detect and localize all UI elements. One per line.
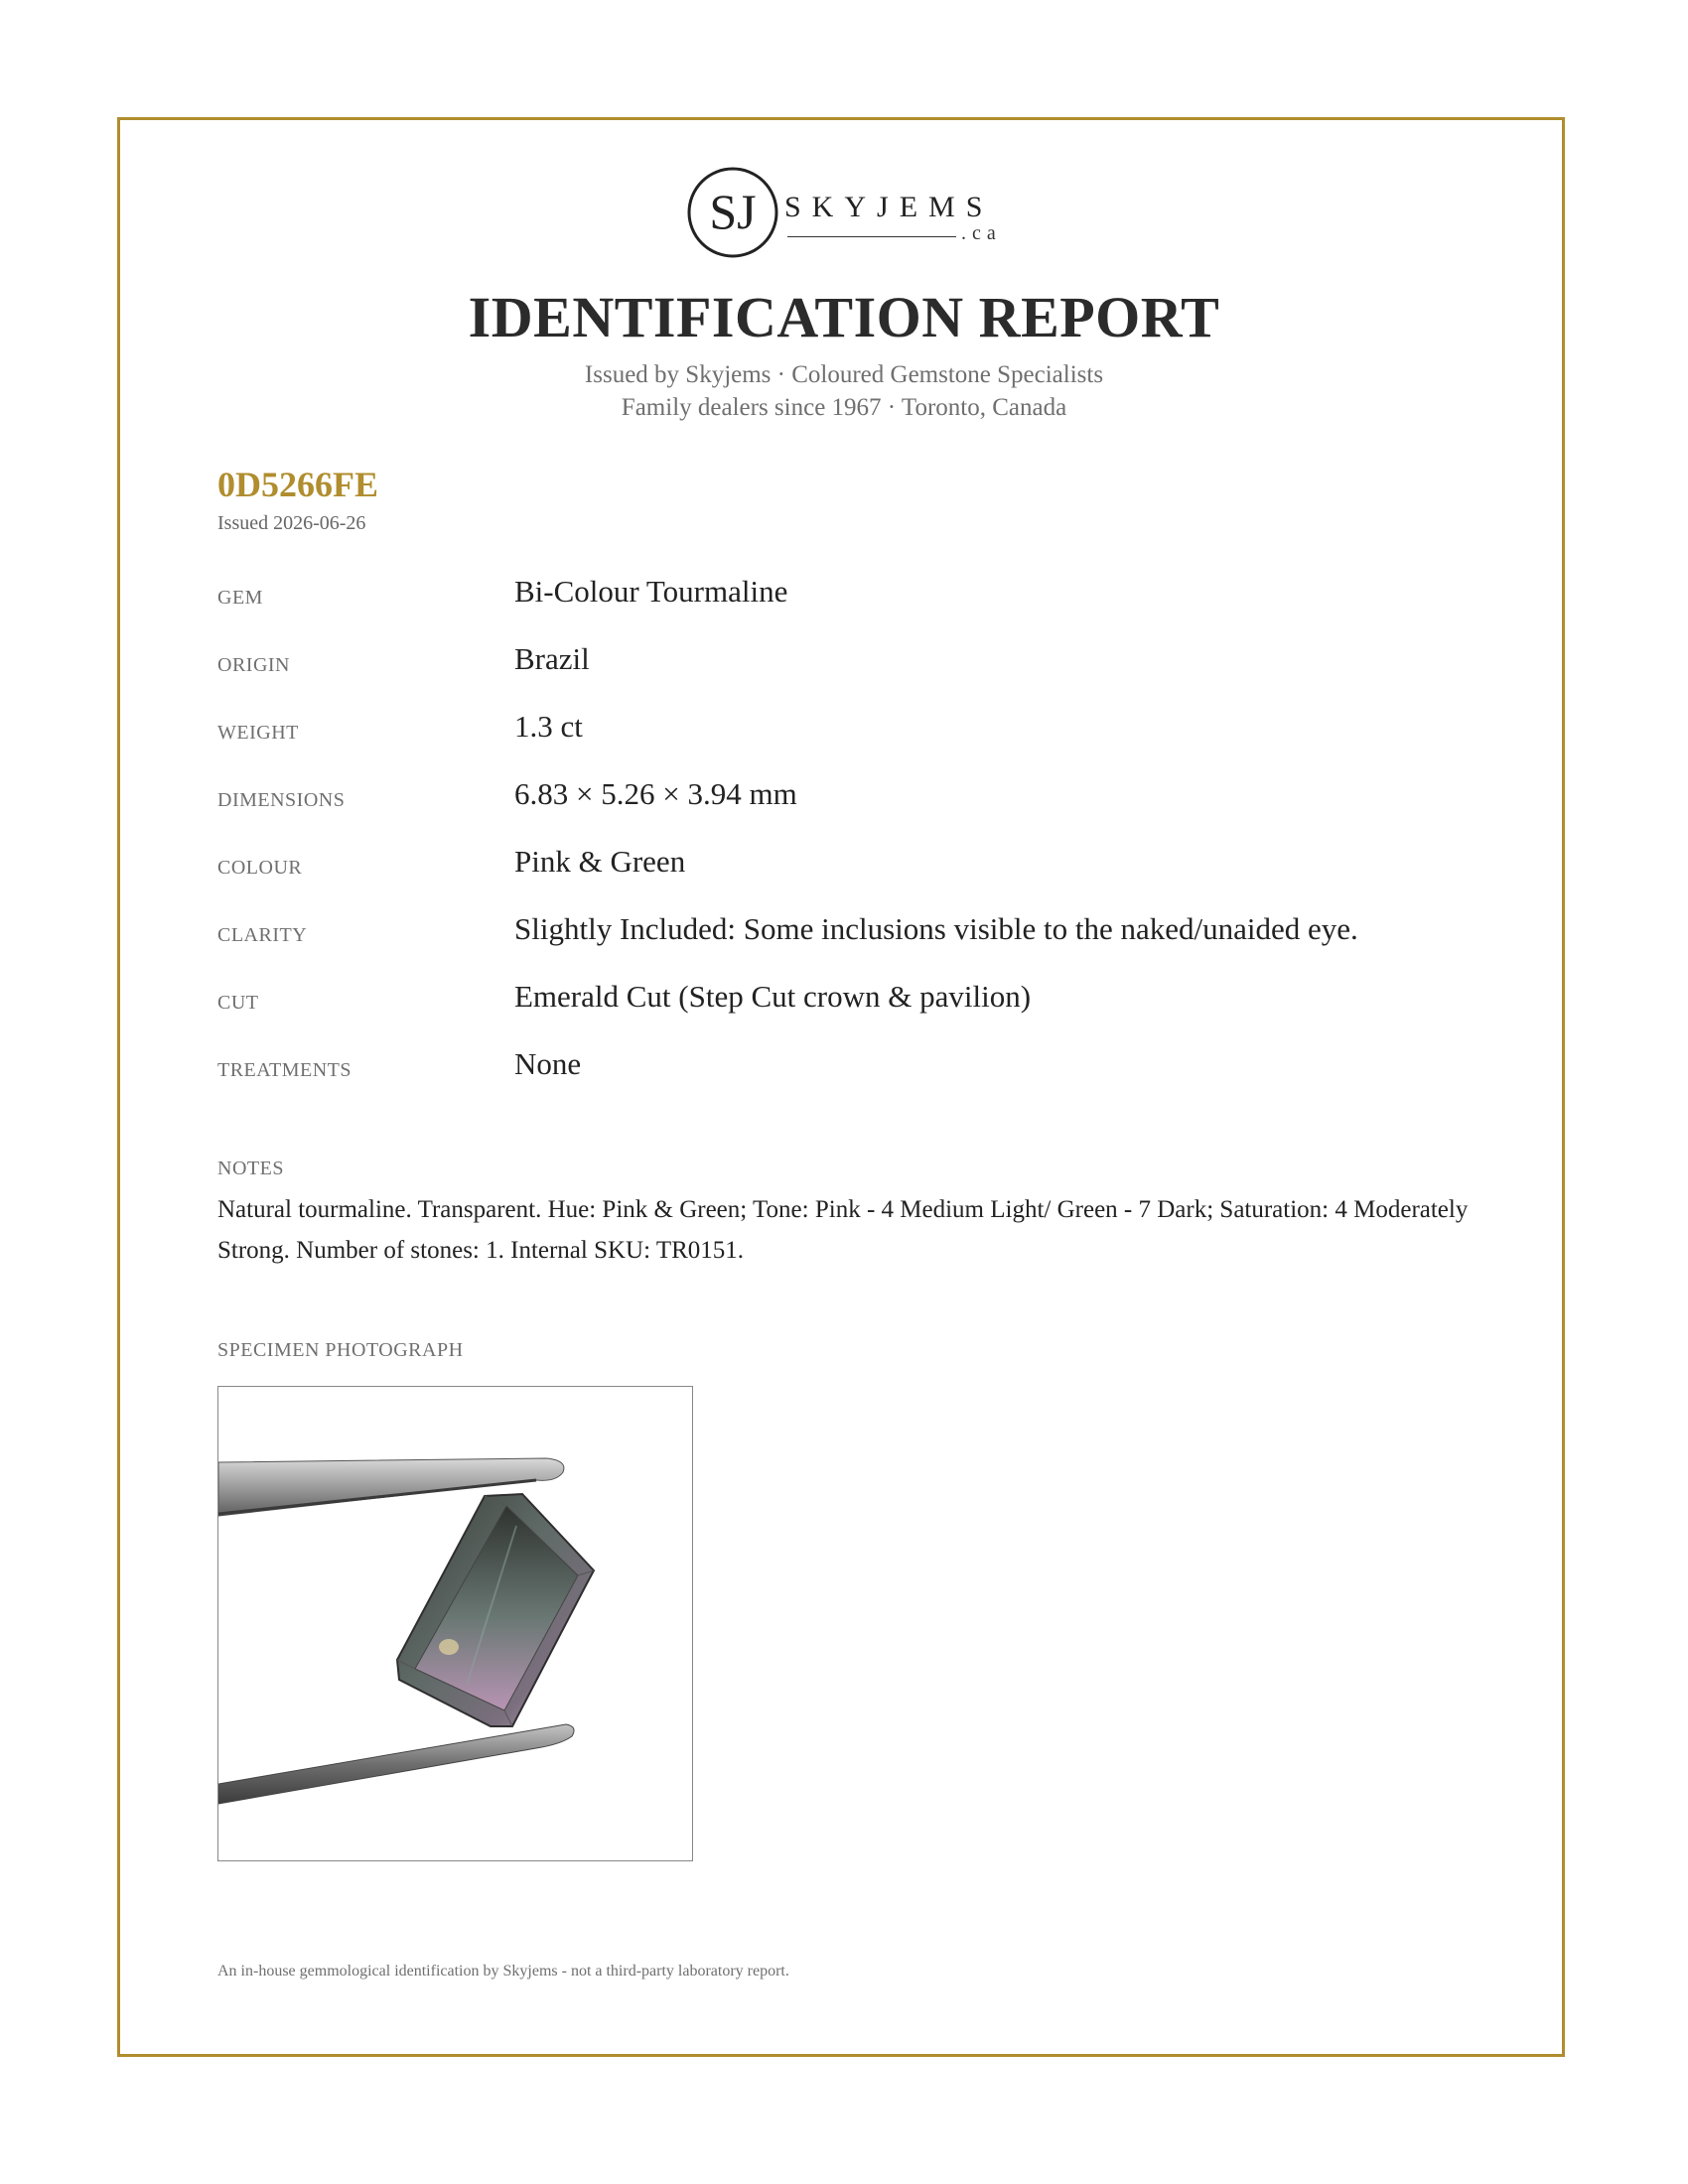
- field-value: Slightly Included: Some inclusions visible to the naked/unaided eye.: [514, 911, 1358, 946]
- footer-disclaimer: An in-house gemmological identification by Skyjems - not a third-party laboratory report.: [217, 1963, 789, 1979]
- brand-tld: .ca: [961, 222, 1002, 244]
- field-value: 1.3 ct: [514, 709, 583, 744]
- field-label: CLARITY: [217, 924, 308, 946]
- field-row-clarity: [217, 911, 1488, 979]
- issuer-line: Issued by Skyjems · Coloured Gemstone Specialists: [584, 361, 1104, 388]
- report-id: 0D5266FE: [217, 465, 378, 504]
- brand-name: SKYJEMS: [784, 191, 994, 223]
- field-value: Brazil: [514, 641, 590, 676]
- field-row-cut: [217, 979, 1488, 1046]
- field-value: Bi-Colour Tourmaline: [514, 574, 788, 609]
- field-value: Pink & Green: [514, 844, 686, 879]
- field-row-origin: [217, 641, 1488, 709]
- brand-rule: [787, 236, 956, 237]
- notes-label: NOTES: [217, 1158, 284, 1179]
- skyjems-logo: [685, 165, 1013, 264]
- monogram-text: SJ: [709, 184, 757, 239]
- field-row-treatments: [217, 1046, 1488, 1114]
- field-label: WEIGHT: [217, 722, 299, 744]
- field-row-gem: [217, 574, 1488, 641]
- dealer-line: Family dealers since 1967 · Toronto, Canada: [621, 394, 1067, 421]
- field-label: CUT: [217, 992, 259, 1014]
- field-row-dimensions: [217, 776, 1488, 844]
- field-label: GEM: [217, 587, 263, 609]
- issue-date: Issued 2026-06-26: [217, 512, 366, 534]
- field-label: DIMENSIONS: [217, 789, 346, 811]
- gem-fields: [217, 574, 1488, 1114]
- notes-text: Natural tourmaline. Transparent. Hue: Pink & Green; Tone: Pink - 4 Medium Light/ Green - 7 Dark; Saturation: 4 Moderately Strong. Number of stones: 1. Internal SKU: TR0151.: [217, 1196, 1469, 1264]
- tourmaline-specimen-image: [218, 1387, 692, 1860]
- field-row-colour: [217, 844, 1488, 911]
- field-row-weight: [217, 709, 1488, 776]
- photo-label: SPECIMEN PHOTOGRAPH: [217, 1339, 464, 1361]
- field-label: ORIGIN: [217, 654, 290, 676]
- field-label: COLOUR: [217, 857, 303, 879]
- specimen-photo: [217, 1386, 693, 1861]
- field-label: TREATMENTS: [217, 1059, 352, 1081]
- sj-monogram-icon: [685, 165, 780, 260]
- report-title: IDENTIFICATION REPORT: [468, 285, 1220, 349]
- field-value: None: [514, 1046, 582, 1081]
- field-value: 6.83 × 5.26 × 3.94 mm: [514, 776, 797, 811]
- field-value: Emerald Cut (Step Cut crown & pavilion): [514, 979, 1032, 1014]
